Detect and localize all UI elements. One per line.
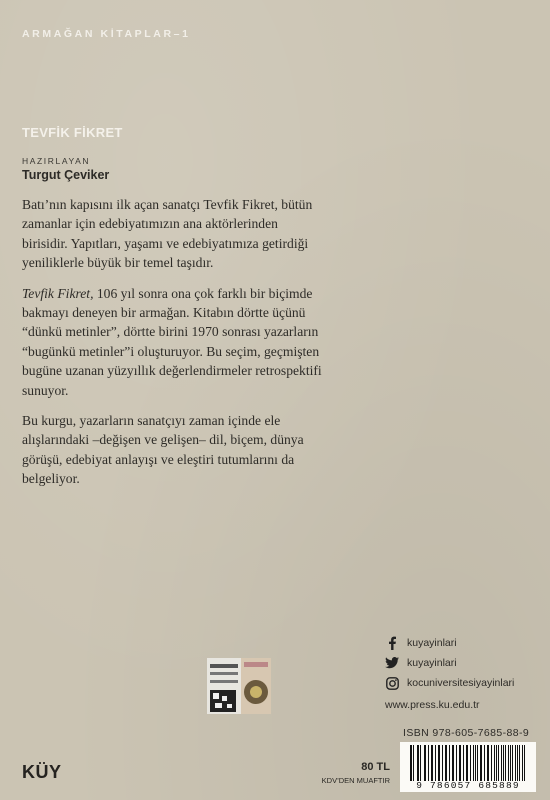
social-handle: kuyayinlari	[407, 637, 457, 649]
library-sticker	[207, 658, 271, 714]
editor-label: HAZIRLAYAN	[22, 156, 91, 166]
social-link-twitter[interactable]	[385, 653, 514, 673]
blurb-paragraph-1: Batı’nın kapısını ilk açan sanatçı Tevfik Fikret, bütün zamanlar için edebiyatımızın ana aktörlerinden birisidir. Yapıtları, yaşamı ve edebiyatımıza getirdiği yeniliklerle büyük bir temel taşıdır.	[22, 197, 313, 271]
social-links	[385, 633, 514, 693]
barcode-bar	[438, 745, 439, 781]
isbn-barcode	[400, 742, 536, 792]
blurb-book-title: Tevfik Fikret,	[22, 285, 94, 301]
tax-note: KDV’DEN MUAFTIR	[321, 776, 390, 785]
social-handle: kuyayinlari	[407, 657, 457, 669]
barcode-bar	[508, 745, 509, 781]
social-link-facebook[interactable]	[385, 633, 514, 653]
blurb-paragraph-2-text: 106 yıl sonra ona çok farklı bir biçimde bakmayı deneyen bir armağan. Kitabın dörtte üçünü “dünkü metinler”, dörtte birini 1970 sonrası yazarların “bugünkü metinler”i oluşturuyor. Bu seçim, geçmişten bugüne uzanan yüzyıllık değerlendirmeler retrospektifi sunuyor.	[22, 285, 322, 398]
publisher-logo: KÜY	[22, 762, 62, 782]
blurb-text	[22, 195, 342, 500]
isbn: ISBN 978-605-7685-88-9	[403, 727, 530, 739]
editor-name: Turgut Çeviker	[22, 168, 110, 182]
twitter-icon	[385, 656, 399, 670]
series-title: ARMAĞAN KİTAPLAR–1	[22, 28, 191, 40]
facebook-icon	[385, 636, 399, 650]
barcode-bars	[410, 745, 526, 781]
social-link-instagram[interactable]	[385, 673, 514, 693]
barcode-bar	[470, 745, 471, 781]
website-link[interactable]: www.press.ku.edu.tr	[385, 699, 480, 711]
social-handle: kocuniversitesiyayinlari	[407, 677, 515, 689]
instagram-icon	[385, 676, 399, 690]
price: 80 TL	[361, 761, 390, 773]
barcode-digits: 9 786057 685889	[416, 780, 520, 791]
barcode-bar	[488, 745, 489, 781]
blurb-paragraph-3: Bu kurgu, yazarların sanatçıyı zaman içinde ele alışlarındaki –değişen ve gelişen– dil, biçem, dünya görüşü, edebiyat anlayışı ve eleştiri tutumlarını da belgeliyor.	[22, 413, 304, 487]
barcode-bar	[453, 745, 454, 781]
barcode-bar	[420, 745, 421, 781]
blurb-paragraph-2	[22, 284, 342, 400]
author-title: TEVFİK FİKRET	[22, 125, 123, 140]
